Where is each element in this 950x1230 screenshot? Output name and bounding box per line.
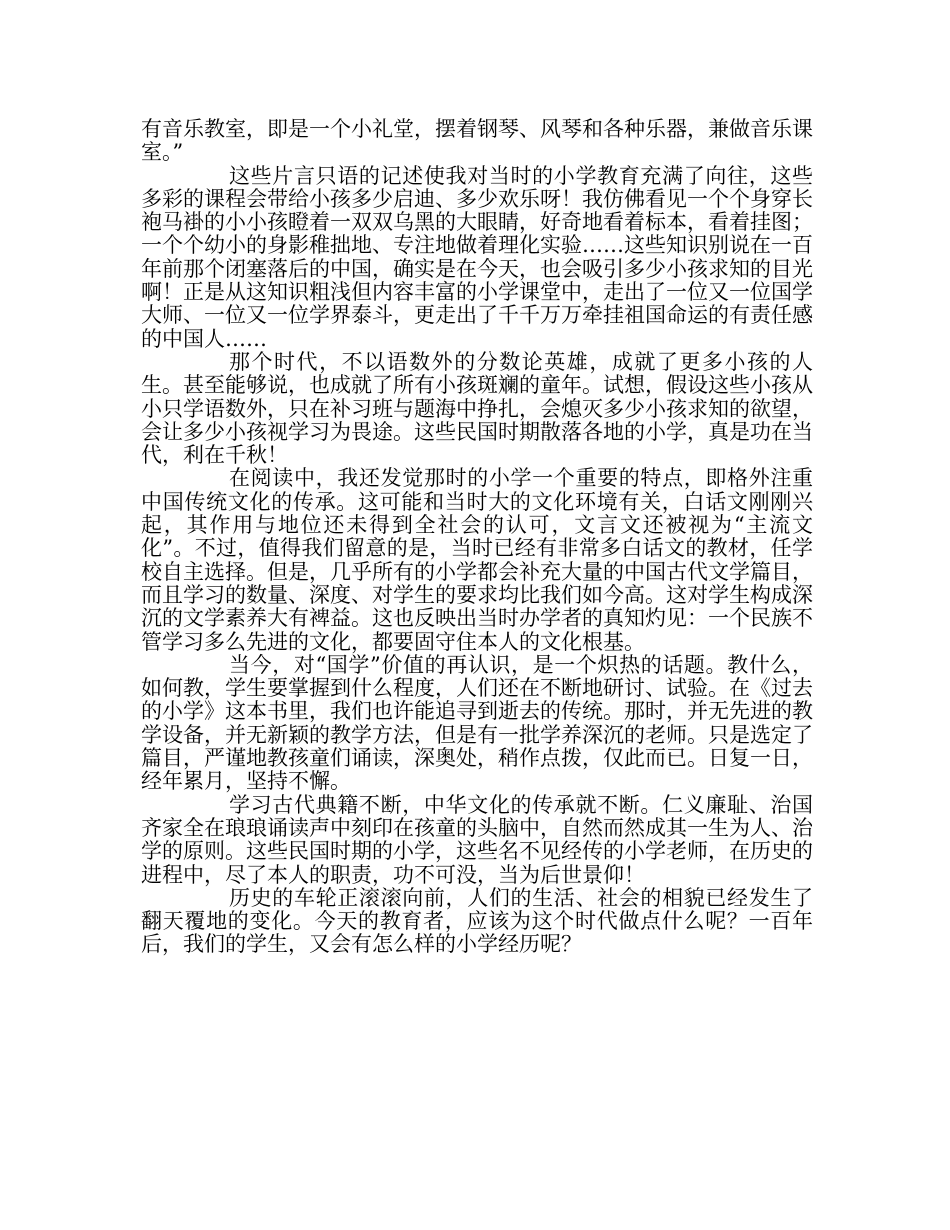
paragraph-6: 学习古代典籍不断，中华文化的传承就不断。仁义廉耻、治国齐家全在琅琅诵读声中刻印在孩童的头脑中，自然而然成其一生为人、治学的原则。这些民国时期的小学，这些名不见经传的小学老师，在历史的进程中，尽了本人的职责，功不可没，当为后世景仰！ xyxy=(141,792,813,887)
document-body xyxy=(141,118,813,957)
paragraph-7: 历史的车轮正滚滚向前，人们的生活、社会的相貌已经发生了翻天覆地的变化。今天的教育者，应该为这个时代做点什么呢？一百年后，我们的学生，又会有怎么样的小学经历呢？ xyxy=(141,885,813,957)
paragraph-1: 有音乐教室，即是一个小礼堂，摆着钢琴、风琴和各种乐器，兼做音乐课室。” xyxy=(141,117,813,165)
paragraph-5: 当今，对“国学”价值的再认识，是一个炽热的话题。教什么，如何教，学生要掌握到什么程度，人们还在不断地研讨、试验。在《过去的小学》这本书里，我们也许能追寻到逝去的传统。那时，并无先进的教学设备，并无新颖的教学方法，但是有一批学养深沉的老师。只是选定了篇目，严谨地教孩童们诵读，深奥处，稍作点拨，仅此而已。日复一日，经年累月，坚持不懈。 xyxy=(141,652,813,794)
paragraph-3: 那个时代，不以语数外的分数论英雄，成就了更多小孩的人生。甚至能够说，也成就了所有小孩斑斓的童年。试想，假设这些小孩从小只学语数外，只在补习班与题海中挣扎，会熄灭多少小孩求知的欲望，会让多少小孩视学习为畏途。这些民国时期散落各地的小学，真是功在当代，利在千秋！ xyxy=(141,349,813,468)
paragraph-4: 在阅读中，我还发觉那时的小学一个重要的特点，即格外注重中国传统文化的传承。这可能和当时大的文化环境有关，白话文刚刚兴起，其作用与地位还未得到全社会的认可，文言文还被视为“主流文化”。不过，值得我们留意的是，当时已经有非常多白话文的教材，任学校自主选择。但是，几乎所有的小学都会补充大量的中国古代文学篇目，而且学习的数量、深度、对学生的要求均比我们如今高。这对学生构成深沉的文学素养大有裨益。这也反映出当时办学者的真知灼见：一个民族不管学习多么先进的文化，都要固守住本人的文化根基。 xyxy=(141,466,813,654)
paragraph-2: 这些片言只语的记述使我对当时的小学教育充满了向往，这些多彩的课程会带给小孩多少启迪、多少欢乐呀！我仿佛看见一个个身穿长袍马褂的小小孩瞪着一双双乌黑的大眼睛，好奇地看着标本，看着挂图；一个个幼小的身影稚拙地、专注地做着理化实验……这些知识别说在一百年前那个闭塞落后的中国，确实是在今天，也会吸引多少小孩求知的目光啊！正是从这知识粗浅但内容丰富的小学课堂中，走出了一位又一位国学大师、一位又一位学界泰斗，更走出了千千万万牵挂祖国命运的有责任感的中国人…… xyxy=(141,163,813,351)
